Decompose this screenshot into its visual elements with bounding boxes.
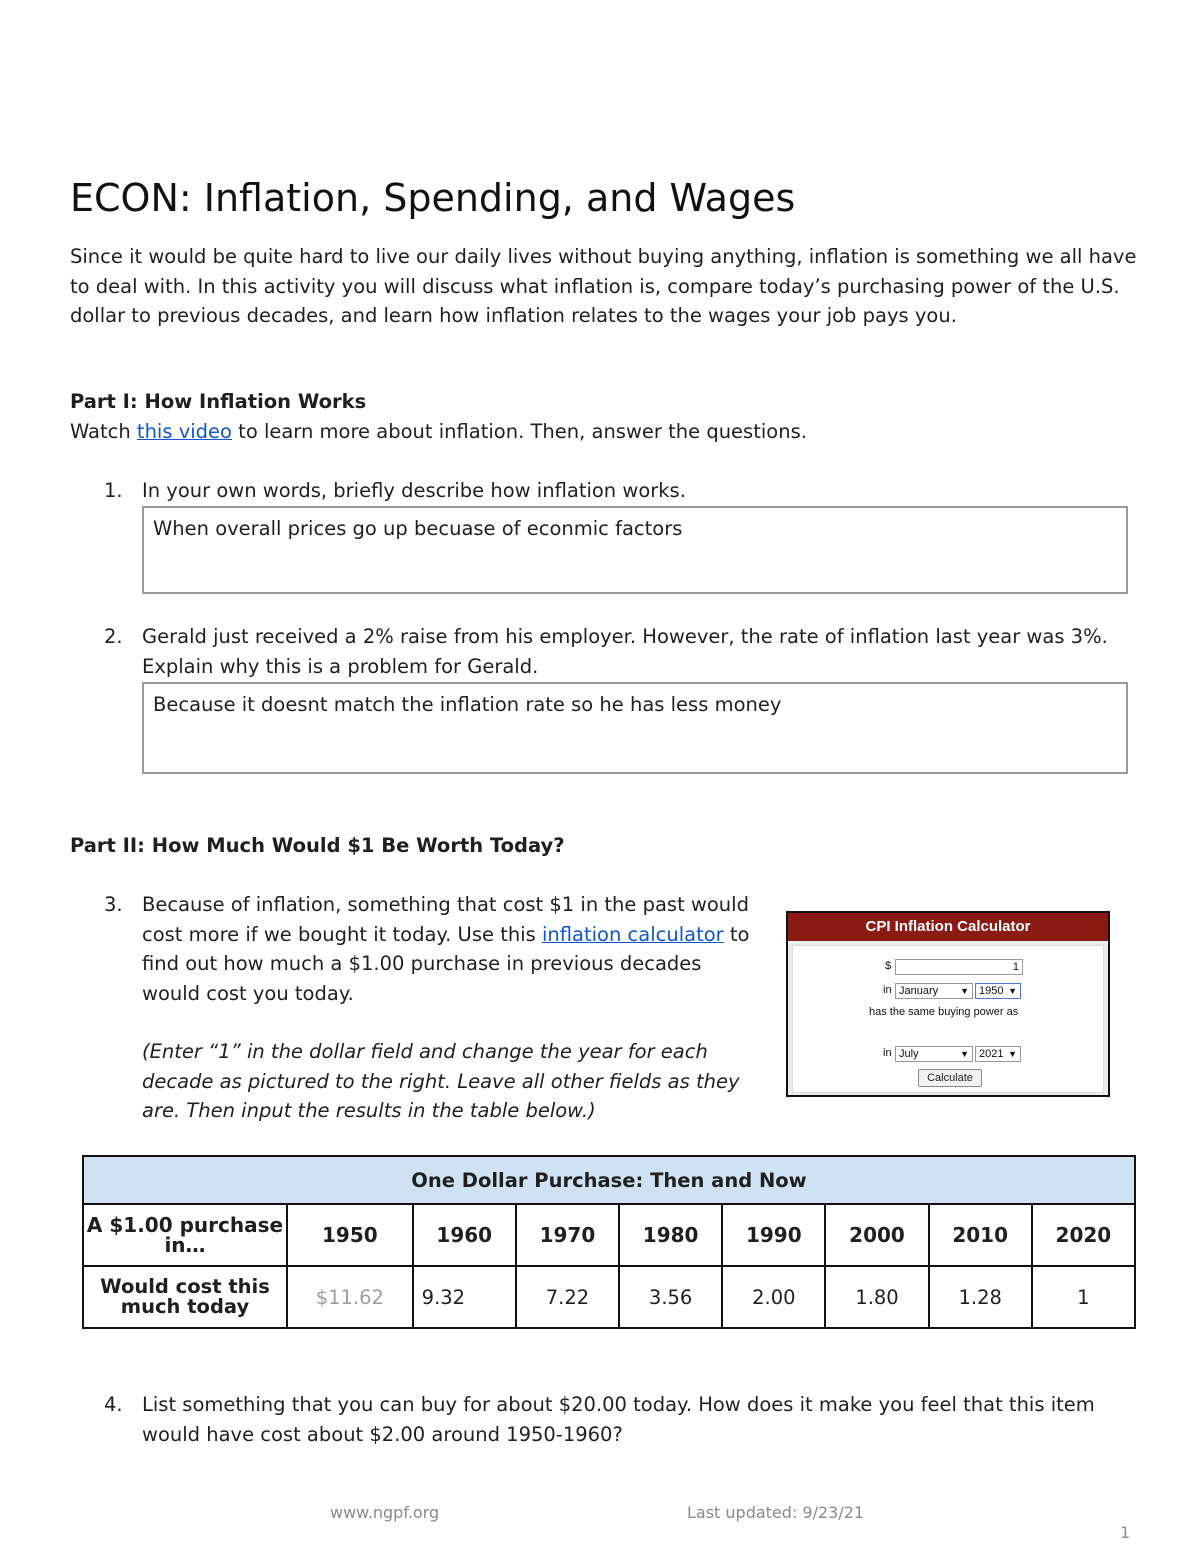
dollar-sign: $ xyxy=(885,960,892,972)
year-cell: 1960 xyxy=(413,1204,516,1266)
watch-suffix: to learn more about inflation. Then, answer the questions. xyxy=(231,420,807,443)
value-cell[interactable]: 1.80 xyxy=(825,1266,928,1328)
q3-text-a: Because of inflation, something that cost $1 in the past would cost more if we bought it today. Use this xyxy=(142,893,749,946)
amount-input[interactable]: 1 xyxy=(895,959,1023,975)
watch-instruction xyxy=(70,417,807,447)
q4-text: List something that you can buy for about $20.00 today. How does it make you feel that this item would have cost about $2.00 around 1950-1960? xyxy=(142,1393,1095,1446)
video-link[interactable]: this video xyxy=(136,420,232,443)
year-cell: 2000 xyxy=(825,1204,928,1266)
year-1-value: 1950 xyxy=(979,985,1004,997)
q3-number: 3. xyxy=(104,893,123,916)
q3-text-b: to find out how much a $1.00 purchase in previous decades would cost you today. xyxy=(142,922,750,1005)
value-cell[interactable]: $11.62 xyxy=(287,1266,413,1328)
row-label-cost: Would cost this much today xyxy=(83,1266,287,1328)
q2-text: Gerald just received a 2% raise from his employer. However, the rate of inflation last year was 3%. Explain why this is a problem for Gerald. xyxy=(142,625,1108,678)
chevron-down-icon: ▼ xyxy=(960,986,969,996)
value-cell[interactable]: 2.00 xyxy=(722,1266,825,1328)
footer-site: www.ngpf.org xyxy=(330,1503,440,1522)
cpi-calculator-image xyxy=(786,911,1110,1097)
chevron-down-icon: ▼ xyxy=(1008,986,1017,996)
inflation-calculator-link[interactable]: inflation calculator xyxy=(541,922,724,946)
month-select-1[interactable] xyxy=(895,983,973,999)
document-title: ECON: Inflation, Spending, and Wages xyxy=(70,176,796,220)
table-row xyxy=(83,1266,1135,1328)
year-2-value: 2021 xyxy=(979,1048,1004,1060)
calculate-button[interactable]: Calculate xyxy=(918,1069,982,1087)
value-cell[interactable]: 1.28 xyxy=(929,1266,1032,1328)
year-cell: 1970 xyxy=(516,1204,619,1266)
year-select-1[interactable] xyxy=(975,983,1021,999)
q3-text xyxy=(142,890,764,1008)
in-label-2: in xyxy=(883,1047,892,1059)
value-cell[interactable]: 9.32 xyxy=(413,1266,516,1328)
year-cell: 2010 xyxy=(929,1204,1032,1266)
year-cell: 1950 xyxy=(287,1204,413,1266)
q3-note: (Enter “1” in the dollar field and change the year for each decade as pictured to the right. Leave all other fields as they are. Then input the results in the table below.) xyxy=(142,1040,740,1122)
q2-answer-field[interactable]: Because it doesnt match the inflation rate so he has less money xyxy=(142,682,1128,774)
value-cell[interactable]: 7.22 xyxy=(516,1266,619,1328)
month-2-value: July xyxy=(899,1048,919,1060)
page-number: 1 xyxy=(1120,1523,1131,1542)
table-row xyxy=(83,1204,1135,1266)
year-cell: 1990 xyxy=(722,1204,825,1266)
same-buying-power-label: has the same buying power as xyxy=(869,1006,1019,1018)
q1-text: In your own words, briefly describe how inflation works. xyxy=(142,479,686,502)
month-1-value: January xyxy=(899,985,939,997)
chevron-down-icon: ▼ xyxy=(960,1049,969,1059)
q2-number: 2. xyxy=(104,625,123,648)
q1-answer-field[interactable]: When overall prices go up becuase of econmic factors xyxy=(142,506,1128,594)
in-label-1: in xyxy=(883,984,892,996)
year-cell: 2020 xyxy=(1032,1204,1135,1266)
year-select-2[interactable] xyxy=(975,1046,1021,1062)
part2-heading: Part II: How Much Would $1 Be Worth Today? xyxy=(70,834,565,857)
value-cell[interactable]: 1 xyxy=(1032,1266,1135,1328)
q1-number: 1. xyxy=(104,479,123,502)
one-dollar-table xyxy=(82,1155,1136,1329)
calculator-title: CPI Inflation Calculator xyxy=(788,913,1108,941)
value-cell[interactable]: 3.56 xyxy=(619,1266,722,1328)
month-select-2[interactable] xyxy=(895,1046,973,1062)
chevron-down-icon: ▼ xyxy=(1008,1049,1017,1059)
q4-number: 4. xyxy=(104,1393,123,1416)
intro-paragraph: Since it would be quite hard to live our daily lives without buying anything, inflation is something we all have to deal with. In this activity you will discuss what inflation is, compare today’s purchasing power of the U.S. dollar to previous decades, and learn how inflation relates to the wages your job pays you. xyxy=(70,245,1137,327)
year-cell: 1980 xyxy=(619,1204,722,1266)
row-label-purchase: A $1.00 purchase in… xyxy=(83,1204,287,1266)
table-caption: One Dollar Purchase: Then and Now xyxy=(83,1156,1135,1204)
footer-updated: Last updated: 9/23/21 xyxy=(687,1503,865,1522)
part1-heading: Part I: How Inflation Works xyxy=(70,390,367,413)
watch-prefix: Watch xyxy=(70,420,137,443)
